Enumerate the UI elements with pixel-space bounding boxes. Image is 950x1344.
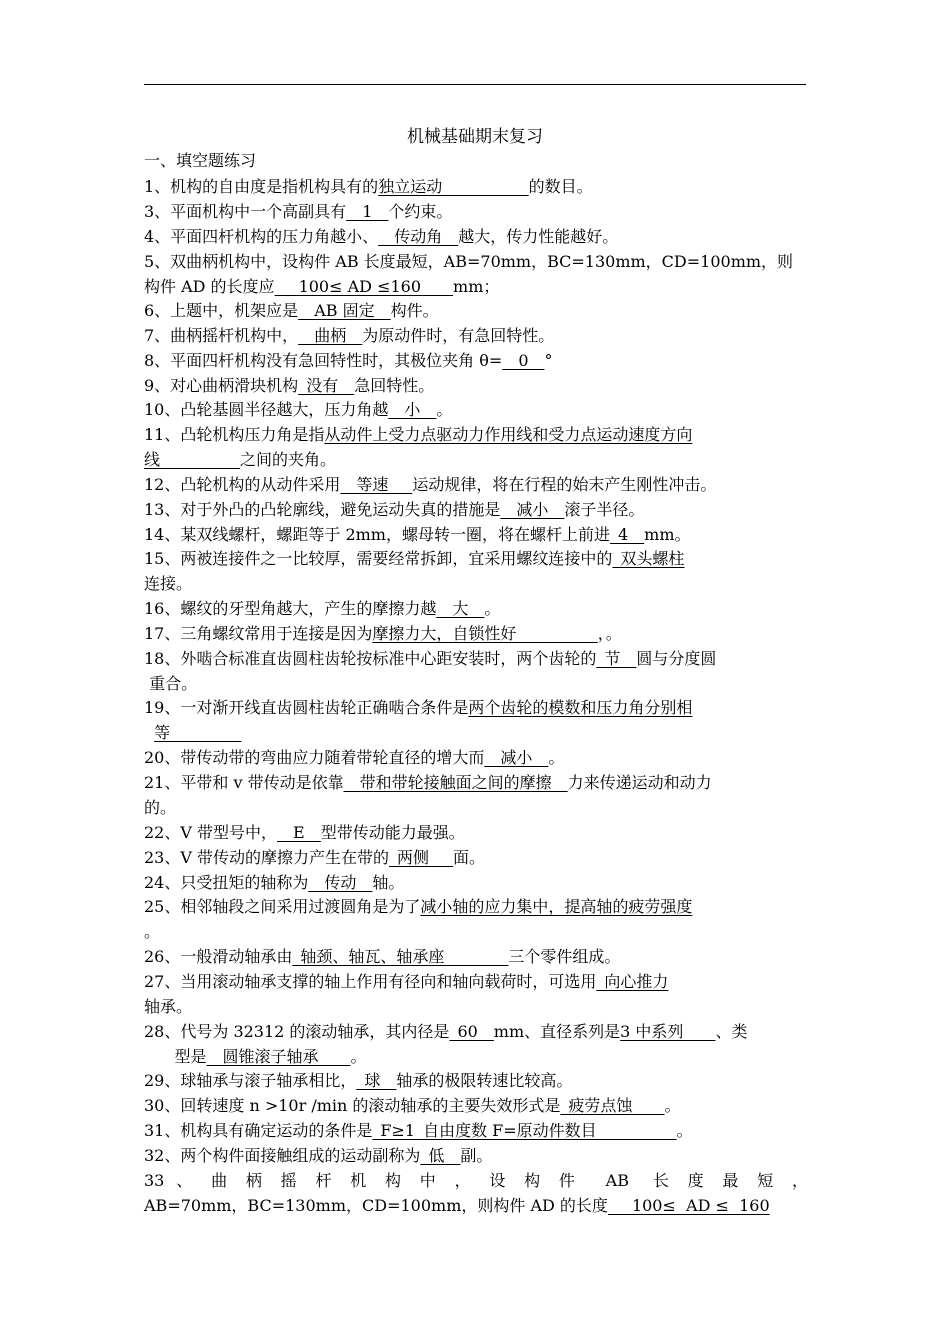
- question-text: 连接。: [144, 574, 193, 593]
- question-text: 11、凸轮机构压力角是指: [144, 425, 325, 444]
- question-line: [144, 872, 808, 894]
- question-text: 22、V 带型号中，: [144, 823, 278, 842]
- question-line: [144, 1070, 808, 1092]
- answer-blank: _节__: [596, 649, 637, 668]
- answer-blank: 3 中系列____: [620, 1022, 716, 1041]
- question-text: [144, 723, 154, 742]
- question-text: 轴承。: [144, 997, 193, 1016]
- answer-blank: __减小__: [500, 500, 565, 519]
- answer-blank: __传动__: [308, 873, 373, 892]
- question-text: 13、对于外凸的凸轮廓线，避免运动失真的措施是: [144, 500, 501, 519]
- question-text: 28、代号为 32312 的滚动轴承，其内径是: [144, 1022, 450, 1041]
- question-text: 的。: [144, 798, 177, 817]
- question-text: 19、一对渐开线直齿圆柱齿轮正确啮合条件是: [144, 698, 469, 717]
- question-line: [144, 1095, 808, 1117]
- answer-blank: _没有__: [298, 376, 355, 395]
- question-line: [144, 325, 808, 347]
- question-text: 面。: [453, 848, 486, 867]
- question-line: [144, 996, 808, 1018]
- question-text: mm；: [453, 277, 500, 296]
- question-line: [144, 424, 808, 446]
- answer-blank: _向心推力: [596, 972, 669, 991]
- question-text: mm、直径系列是: [493, 1022, 621, 1041]
- answer-blank: __大__: [436, 599, 485, 618]
- question-text: 、类: [715, 1022, 748, 1041]
- question-text: 。: [484, 599, 501, 618]
- answer-blank: _60__: [449, 1022, 494, 1041]
- question-text: 12、凸轮机构的从动件采用: [144, 475, 341, 494]
- question-text: 8、平面四杆机构没有急回特性时，其极位夹角 θ=: [144, 351, 503, 370]
- question-line: [144, 946, 808, 968]
- question-text: 构件。: [390, 301, 439, 320]
- question-text: 力来传递运动和动力: [567, 773, 712, 792]
- question-text: mm。: [644, 525, 691, 544]
- question-text: 14、某双线螺杆，螺距等于 2mm，螺母转一圈，将在螺杆上前进: [144, 525, 610, 544]
- question-text: 31、机构具有确定运动的条件是: [144, 1121, 373, 1140]
- question-line: [144, 251, 808, 273]
- question-text: 25、相邻轴段之间采用过渡圆角是为了: [144, 897, 421, 916]
- question-line: [144, 524, 808, 546]
- question-line: [144, 1021, 808, 1043]
- question-text: 构件 AD 的长度应: [144, 277, 275, 296]
- question-text: 17、三角螺纹常用于连接是因为: [144, 624, 373, 643]
- question-text: 1、机构的自由度是指机构具有的: [144, 177, 379, 196]
- answer-blank: __E__: [277, 823, 321, 842]
- question-line: [144, 971, 808, 993]
- question-line: [144, 1046, 808, 1068]
- question-text: 为原动件时，有急回特性。: [362, 326, 555, 345]
- question-line: [144, 847, 808, 869]
- answer-blank: 独立运动: [378, 177, 529, 196]
- question-line: [144, 648, 808, 670]
- question-line: [144, 673, 808, 695]
- question-line: [144, 772, 808, 794]
- answer-blank: _F≥1_自由度数 F=原动件数目__________: [372, 1121, 677, 1140]
- answer-blank: 减小轴的应力集中，提高轴的疲劳强度: [420, 897, 693, 916]
- question-text: °: [544, 351, 553, 370]
- question-text: 3、平面机构中一个高副具有: [144, 202, 347, 221]
- question-line: [144, 822, 808, 844]
- question-line: [144, 1195, 808, 1217]
- question-text: 10、凸轮基圆半径越大，压力角越: [144, 400, 389, 419]
- header-rule: [144, 84, 806, 85]
- question-line: [144, 201, 808, 223]
- question-text: 21、平带和 v 带传动是依靠: [144, 773, 344, 792]
- question-text: 重合。: [144, 674, 198, 693]
- answer-blank: 线__________: [144, 450, 241, 469]
- answer-blank: __圆锥滚子轴承____: [206, 1047, 351, 1066]
- question-text: 30、回转速度 n >10r /min 的滚动轴承的主要失效形式是: [144, 1096, 561, 1115]
- question-text: 。: [548, 748, 565, 767]
- question-text: 23、V 带传动的摩擦力产生在带的: [144, 848, 390, 867]
- question-text: 32、两个构件面接触组成的运动副称为: [144, 1146, 421, 1165]
- answer-blank: _球__: [356, 1071, 397, 1090]
- question-line: [144, 921, 808, 943]
- question-line: [144, 499, 808, 521]
- question-line: [144, 399, 808, 421]
- question-text: ，。: [597, 624, 622, 643]
- question-line: [144, 474, 808, 496]
- answer-blank: __减小__: [484, 748, 549, 767]
- question-text: 16、螺纹的牙型角越大，产生的摩擦力越: [144, 599, 437, 618]
- question-line: [144, 1145, 808, 1167]
- answer-blank: __曲柄__: [298, 326, 363, 345]
- question-text: 5、双曲柄机构中，设构件 AB 长度最短，AB=70mm，BC=130mm，CD=100mm，则: [144, 252, 794, 271]
- question-text: AB=70mm，BC=130mm，CD=100mm，则构件 AD 的长度: [144, 1196, 608, 1215]
- question-text: 。: [350, 1047, 367, 1066]
- answer-blank: 从动件上受力点驱动力作用线和受力点运动速度方向: [324, 425, 693, 444]
- answer-blank: __1__: [346, 202, 389, 221]
- question-text: 29、球轴承与滚子轴承相比，: [144, 1071, 357, 1090]
- question-text: 4、平面四杆机构的压力角越小、: [144, 227, 379, 246]
- answer-blank: ___100≤ AD ≤ 160: [607, 1196, 770, 1215]
- question-text: 18、外啮合标准直齿圆柱齿轮按标准中心距安装时，两个齿轮的: [144, 649, 597, 668]
- question-line: [144, 896, 808, 918]
- question-text: 副。: [460, 1146, 493, 1165]
- question-text: 轴承的极限转速比较高。: [396, 1071, 573, 1090]
- section-heading: 一、填空题练习: [144, 151, 257, 170]
- question-line: [144, 375, 808, 397]
- question-text: 24、只受扭矩的轴称为: [144, 873, 309, 892]
- answer-blank: 等: [154, 723, 242, 742]
- question-line: [144, 1120, 808, 1142]
- question-text: 。: [676, 1121, 693, 1140]
- question-line: [144, 697, 808, 719]
- question-line: [144, 350, 808, 372]
- question-text: 急回特性。: [354, 376, 435, 395]
- question-text: 个约束。: [388, 202, 453, 221]
- answer-blank: __传动角__: [378, 227, 459, 246]
- question-text: 15、两被连接件之一比较厚，需要经常拆卸，宜采用螺纹连接中的: [144, 549, 613, 568]
- answer-blank: __0__: [502, 351, 545, 370]
- question-line: [144, 747, 808, 769]
- answer-blank: 摩擦力大，自锁性好: [372, 624, 598, 643]
- question-text: 滚子半径。: [564, 500, 645, 519]
- question-text: 圆与分度圆: [636, 649, 717, 668]
- question-line: [144, 276, 808, 298]
- question-line: [144, 548, 808, 570]
- question-text: 。: [664, 1096, 681, 1115]
- question-text: 型带传动能力最强。: [320, 823, 465, 842]
- answer-blank: _两侧___: [389, 848, 454, 867]
- answer-blank: __AB 固定__: [298, 301, 391, 320]
- question-text: 20、带传动带的弯曲应力随着带轮直径的增大而: [144, 748, 485, 767]
- question-text: 轴。: [372, 873, 405, 892]
- answer-blank: 两个齿轮的模数和压力角分别相: [468, 698, 693, 717]
- question-text: 越大，传力性能越好。: [458, 227, 619, 246]
- question-line: [144, 598, 808, 620]
- question-line: [144, 300, 808, 322]
- answer-blank: _低__: [420, 1146, 461, 1165]
- question-text: 7、曲柄摇杆机构中，: [144, 326, 299, 345]
- document-title: 机械基础期末复习: [407, 127, 543, 147]
- answer-blank: _4__: [609, 525, 645, 544]
- answer-blank: _疲劳点蚀____: [560, 1096, 665, 1115]
- question-text: 。: [436, 400, 453, 419]
- answer-blank: __带和带轮接触面之间的摩擦__: [343, 773, 568, 792]
- question-line: [144, 1170, 808, 1192]
- answer-blank: __等速___: [340, 475, 413, 494]
- question-line: [144, 176, 808, 198]
- question-line: [144, 449, 808, 471]
- question-line: [144, 226, 808, 248]
- answer-blank: __小__: [388, 400, 437, 419]
- question-line: [144, 573, 808, 595]
- question-text: 9、对心曲柄滑块机构: [144, 376, 299, 395]
- question-line: [144, 797, 808, 819]
- question-text: 27、当用滚动轴承支撑的轴上作用有径向和轴向载荷时，可选用: [144, 972, 597, 991]
- question-text: 33 、 曲 柄 摇 杆 机 构 中 ， 设 构 件 AB 长 度 最 短 ，: [144, 1171, 808, 1190]
- question-line: [144, 623, 808, 645]
- question-text: 6、上题中，机架应是: [144, 301, 299, 320]
- question-text: 运动规律，将在行程的始末产生刚性冲击。: [412, 475, 717, 494]
- question-text: 三个零件组成。: [508, 947, 621, 966]
- answer-blank: _轴颈、轴瓦、轴承座________: [292, 947, 509, 966]
- question-text: 26、一般滑动轴承由: [144, 947, 293, 966]
- question-text: 型是: [144, 1047, 207, 1066]
- answer-blank: _双头螺柱: [612, 549, 685, 568]
- question-text: 之间的夹角。: [240, 450, 337, 469]
- question-text: 。: [144, 922, 161, 941]
- answer-blank: ___100≤ AD ≤160____: [274, 277, 454, 296]
- question-line: [144, 722, 808, 744]
- question-text: 的数目。: [528, 177, 593, 196]
